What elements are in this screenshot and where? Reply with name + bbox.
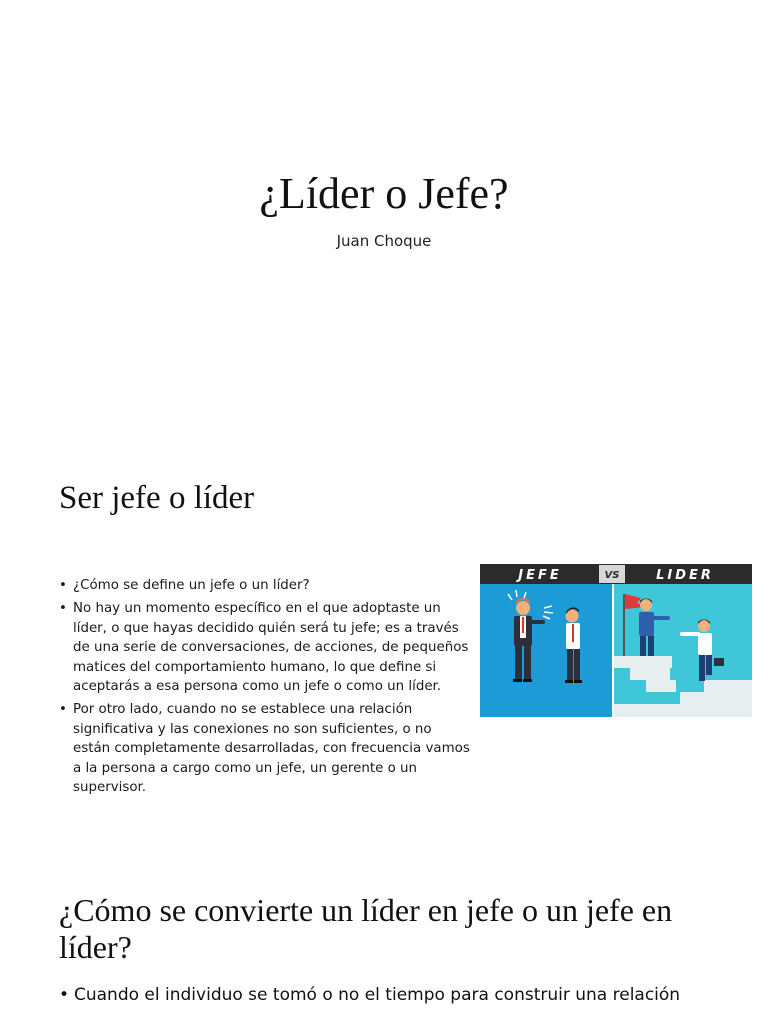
content-slide-como-se-convierte <box>0 864 768 1024</box>
bullet-item: • Cuando el individuo se tomó o no el tiempo para construir una relación <box>59 984 699 1007</box>
slide-subtitle: Juan Choque <box>336 232 432 250</box>
slide-heading: Ser jefe o líder <box>59 480 255 516</box>
slide-title: ¿Líder o Jefe? <box>259 169 509 218</box>
banner-right-label: LIDER <box>656 568 714 583</box>
left-panel-bg <box>480 584 612 717</box>
bullet-item: • Por otro lado, cuando no se establece una relación significativa y las conexiones no son suficientes, o no están completamente desarrolladas, con frecuencia vamos a la persona a cargo como un jefe, un gerente o un supervisor. <box>59 700 473 797</box>
banner-vs-label: VS <box>604 570 620 581</box>
panel-divider <box>612 584 614 717</box>
content-slide-ser-jefe <box>0 432 768 864</box>
bullet-item: • ¿Cómo se define un jefe o un líder? <box>59 576 473 595</box>
banner-left-label: JEFE <box>518 568 562 583</box>
bullet-item: • No hay un momento específico en el que adoptaste un líder, o que hayas decidido quién será tu jefe; es a través de una serie de conversaciones, de acciones, de pequeños matices del comportamiento humano, lo que define si aceptarás a esa persona como un jefe o como un líder. <box>59 599 473 696</box>
jefe-vs-lider-illustration <box>480 564 752 717</box>
bullet-list <box>59 576 473 801</box>
bullet-list <box>59 984 699 1007</box>
slide-heading: ¿Cómo se convierte un líder en jefe o un jefe en líder? <box>59 892 673 965</box>
title-slide <box>0 0 768 432</box>
